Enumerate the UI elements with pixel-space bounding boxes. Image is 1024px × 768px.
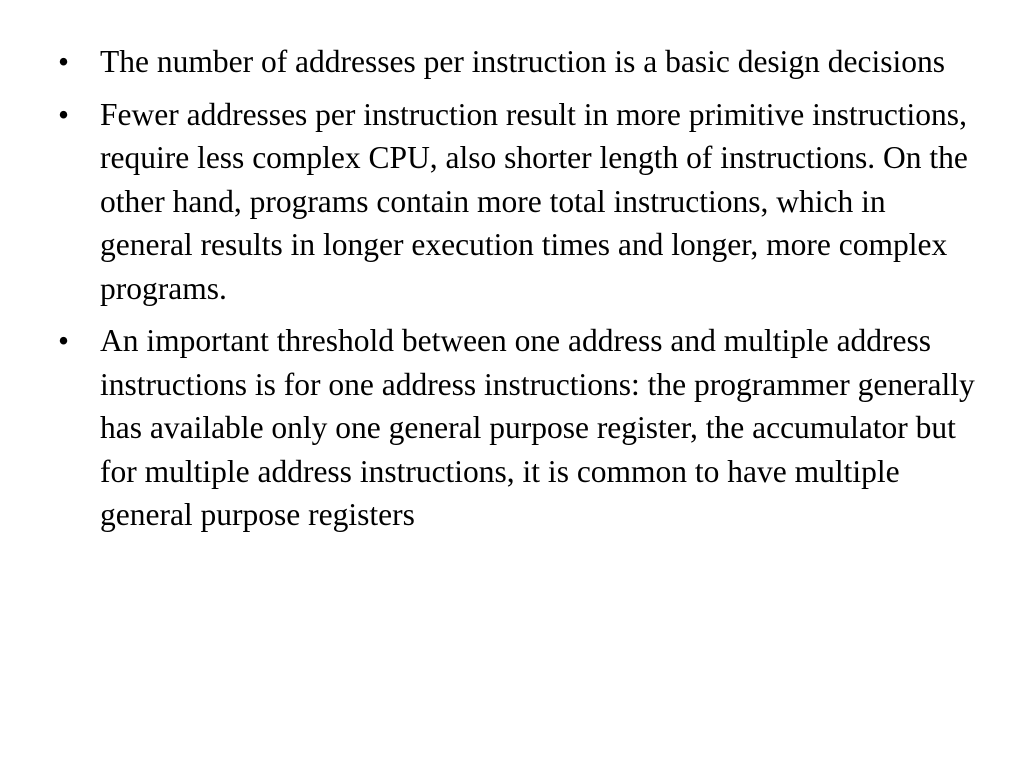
bullet-marker: • (58, 96, 70, 132)
bullet-item-3 (58, 319, 978, 537)
bullet-text: An important threshold between one address and multiple address instructions is for one address instructions: the programmer generally has available only one general purpose register, the accumulator but for multiple address instructions, it is common to have multiple general purpose registers (100, 323, 975, 532)
bullet-item-1 (58, 40, 978, 84)
bullet-text: The number of addresses per instruction is a basic design decisions (100, 44, 946, 79)
bullet-marker: • (58, 323, 70, 358)
bullet-list (58, 40, 978, 546)
bullet-marker: • (58, 44, 70, 79)
bullet-text: Fewer addresses per instruction result in more primitive instructions, require less complex CPU, also shorter length of instructions. On the other hand, programs contain more total instructions, which in general results in longer execution times and longer, more complex programs. (100, 96, 968, 306)
bullet-item-2 (58, 93, 978, 311)
